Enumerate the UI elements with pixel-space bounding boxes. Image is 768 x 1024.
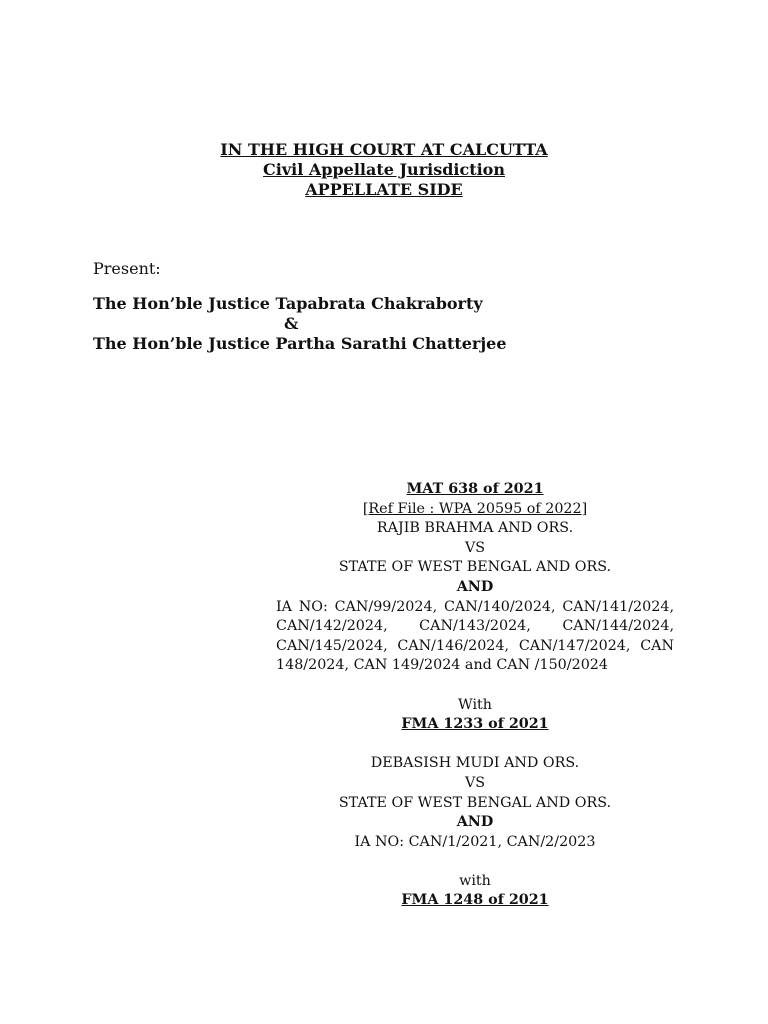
bench-conjunction: & bbox=[284, 314, 299, 333]
court-name: IN THE HIGH COURT AT CALCUTTA bbox=[220, 140, 548, 159]
bench bbox=[93, 294, 693, 354]
jurisdiction: Civil Appellate Jurisdiction bbox=[263, 160, 505, 179]
link-with-1: With bbox=[458, 696, 492, 713]
spacer bbox=[276, 735, 674, 755]
judge-2: The Hon’ble Justice Partha Sarathi Chatterjee bbox=[93, 334, 507, 353]
case-1-ref-file: [Ref File : WPA 20595 of 2022] bbox=[362, 500, 588, 517]
case-1-appellant: RAJIB BRAHMA AND ORS. bbox=[376, 520, 574, 537]
case-3-number: FMA 1248 of 2021 bbox=[401, 892, 549, 909]
case-1-and: AND bbox=[456, 578, 494, 595]
court-header bbox=[0, 140, 768, 200]
present-label: Present: bbox=[93, 259, 161, 278]
case-1-respondent: STATE OF WEST BENGAL AND ORS. bbox=[338, 559, 612, 576]
court-side: APPELLATE SIDE bbox=[305, 180, 463, 199]
case-2-ia-numbers: IA NO: CAN/1/2021, CAN/2/2023 bbox=[354, 833, 596, 850]
case-1-ia-numbers: IA NO: CAN/99/2024, CAN/140/2024, CAN/141/2024, CAN/142/2024, CAN/143/2024, CAN/144/2024, CAN/145/2024, CAN/146/2024, CAN/147/2024, CAN 148/2024, CAN 149/2024 and CAN /150/2024 bbox=[276, 598, 674, 674]
spacer bbox=[276, 676, 674, 696]
case-1-number: MAT 638 of 2021 bbox=[406, 481, 544, 497]
case-block bbox=[276, 480, 674, 911]
judge-1: The Hon’ble Justice Tapabrata Chakraborty bbox=[93, 294, 483, 313]
case-1-vs: VS bbox=[464, 539, 486, 556]
case-2-respondent: STATE OF WEST BENGAL AND ORS. bbox=[338, 794, 612, 811]
case-2-vs: VS bbox=[464, 774, 486, 791]
spacer bbox=[276, 852, 674, 872]
case-2-and: AND bbox=[456, 814, 494, 831]
link-with-2: with bbox=[459, 872, 491, 889]
case-2-appellant: DEBASISH MUDI AND ORS. bbox=[370, 755, 580, 772]
case-2-number: FMA 1233 of 2021 bbox=[401, 716, 549, 733]
